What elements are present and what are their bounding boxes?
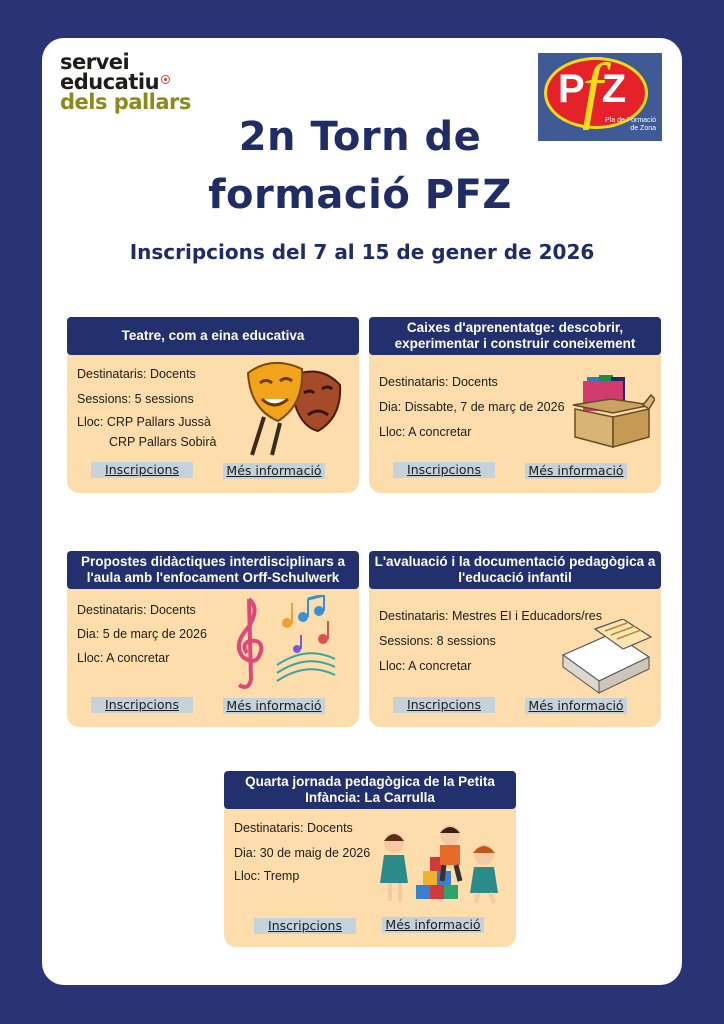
course-audience: Destinataris: Mestres EI i Educadors/res <box>379 609 602 623</box>
course-title: Propostes didàctiques interdisciplinars a l'aula amb l'enfocament Orff-Schulwerk <box>67 551 359 589</box>
course-location: Lloc: A concretar <box>77 651 170 665</box>
course-location: Lloc: A concretar <box>379 659 472 673</box>
course-location: Lloc: A concretar <box>379 425 472 439</box>
logo-line-3: dels pallars <box>60 90 191 114</box>
course-title: Teatre, com a eina educativa <box>67 317 359 355</box>
box-of-books-icon <box>569 371 655 451</box>
logo-line-1: servei <box>60 50 130 74</box>
registration-dates: Inscripcions del 7 al 15 de gener de 2026 <box>129 240 595 264</box>
mes-informacio-button[interactable]: Més informació <box>223 463 325 479</box>
servei-educatiu-logo <box>60 52 191 112</box>
course-date: Dia: 30 de maig de 2026 <box>234 846 371 860</box>
title-line-1: 2n Torn de <box>238 114 482 160</box>
mes-informacio-button[interactable]: Més informació <box>223 698 325 714</box>
music-notes-icon <box>227 595 339 695</box>
theater-masks-icon <box>242 355 347 460</box>
course-title: Caixes d'aprenentatge: descobrir, experimentar i construir coneixement <box>369 317 661 355</box>
mes-informacio-button[interactable]: Més informació <box>382 917 484 933</box>
course-audience: Destinataris: Docents <box>77 603 196 617</box>
course-card-avaluacio <box>369 551 661 727</box>
course-title: L'avaluació i la documentació pedagògica a l'educació infantil <box>369 551 661 589</box>
inscripcions-button[interactable]: Inscripcions <box>393 697 495 713</box>
course-title: Quarta jornada pedagògica de la Petita Infància: La Carrulla <box>224 771 516 809</box>
course-location-2: CRP Pallars Sobirà <box>109 435 217 449</box>
course-sessions: Sessions: 8 sessions <box>379 634 496 648</box>
mes-informacio-button[interactable]: Més informació <box>525 463 627 479</box>
course-audience: Destinataris: Docents <box>234 821 353 835</box>
course-date: Dia: 5 de març de 2026 <box>77 627 207 641</box>
course-audience: Destinataris: Docents <box>379 375 498 389</box>
course-location: Lloc: Tremp <box>234 869 300 883</box>
logo-target-icon <box>161 75 170 84</box>
mes-informacio-button[interactable]: Més informació <box>525 698 627 714</box>
pfz-caption: Pla de Formació de Zona <box>605 117 656 132</box>
course-card-teatre <box>67 317 359 493</box>
course-card-petita-infancia <box>224 771 516 947</box>
course-sessions: Sessions: 5 sessions <box>77 392 194 406</box>
course-card-orff <box>67 551 359 727</box>
course-card-caixes <box>369 317 661 493</box>
course-audience: Destinataris: Docents <box>77 367 196 381</box>
inscripcions-button[interactable]: Inscripcions <box>91 697 193 713</box>
page-title <box>140 108 580 224</box>
inscripcions-button[interactable]: Inscripcions <box>393 462 495 478</box>
pfz-letters: P Z <box>558 67 626 111</box>
course-date: Dia: Dissabte, 7 de març de 2026 <box>379 400 565 414</box>
logo-line-2: educatiu <box>60 72 191 92</box>
stack-of-papers-icon <box>557 619 653 699</box>
course-location: Lloc: CRP Pallars Jussà <box>77 415 211 429</box>
inscripcions-button[interactable]: Inscripcions <box>91 462 193 478</box>
title-line-2: formació PFZ <box>208 172 512 218</box>
pfz-f-glyph: f <box>582 49 603 131</box>
inscripcions-button[interactable]: Inscripcions <box>254 918 356 934</box>
children-playing-icon <box>376 821 506 905</box>
